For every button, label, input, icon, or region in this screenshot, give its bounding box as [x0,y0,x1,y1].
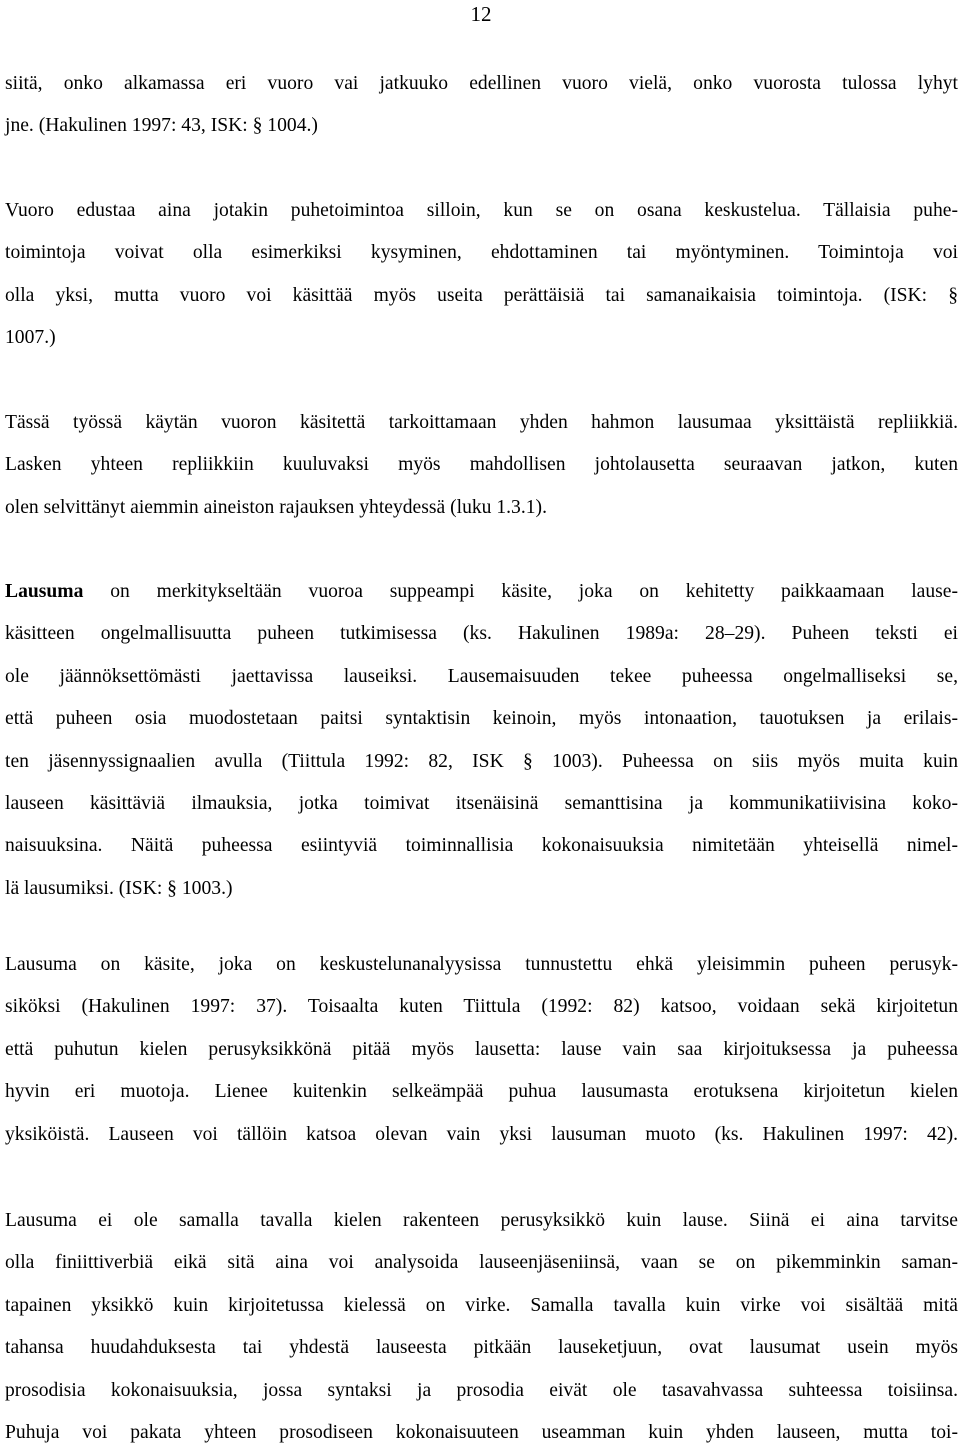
paragraph-utterance-vs-sentence [5,1200,958,1454]
text-line: tapainen yksikkö kuin kirjoitetussa kielessä on virke. Samalla tavalla kuin virke voi sisältää mitä [5,1294,958,1316]
paragraph-turn-speech-acts [5,190,958,360]
text-line: 1007.) [5,327,56,349]
text-line: tahansa huudahduksesta tai yhdestä lauseesta pitkään lauseketjuun, ovat lausumat usein myös [5,1337,958,1359]
text-line: olen selvittänyt aiemmin aineiston rajauksen yhteydessä (luku 1.3.1). [5,496,547,518]
text-line: siitä, onko alkamassa eri vuoro vai jatkuuko edellinen vuoro vielä, onko vuorosta tulossa lyhyt [5,73,958,94]
text-line: Lausuma ei ole samalla tavalla kielen rakenteen perusyksikkö kuin lause. Siinä ei aina tarvitse [5,1210,958,1231]
term-lausuma: Lausuma [5,581,84,602]
text-line: siköksi (Hakulinen 1997: 37). Toisaalta kuten Tiittula (1992: 82) katsoo, voidaan sekä kirjoitetun [5,996,958,1018]
text-line: prosodisia kokonaisuuksia, jossa syntaksi ja prosodia eivät ole tasavahvassa suhteessa toisiinsa. [5,1379,958,1401]
text-line: olla finiittiverbiä eikä sitä aina voi analysoida lauseenjäseniinsä, vaan se on pikemminkin saman- [5,1252,958,1274]
text-line: jne. (Hakulinen 1997: 43, ISK: § 1004.) [5,115,318,137]
text-line: yksiköistä. Lauseen voi tällöin katsoa olevan vain yksi lausuman muoto (ks. Hakulinen 1997: 42). [5,1123,958,1145]
text-line: hyvin eri muotoja. Lienee kuitenkin selkeämpää puhua lausumasta erotuksena kirjoitetun kielen [5,1081,958,1103]
text-line: olla yksi, mutta vuoro voi käsittää myös useita perättäisiä tai samanaikaisia toimintoja. (ISK: § [5,284,958,306]
text-line: että puhutun kielen perusyksikkönä pitää myös lausetta: lause vain saa kirjoituksessa ja puheessa [5,1038,958,1060]
text-line: Vuoro edustaa aina jotakin puhetoimintoa silloin, kun se on osana keskustelua. Tällaisia puhe- [5,200,958,221]
text-line: käsitteen ongelmallisuutta puheen tutkimisessa (ks. Hakulinen 1989a: 28–29). Puheen teksti ei [5,623,958,645]
text-line: lä lausumiksi. (ISK: § 1003.) [5,877,233,899]
text-line: ole jäännöksettömästi jaettavissa lauseiksi. Lausemaisuuden tekee puheessa ongelmalliseksi se, [5,665,958,687]
paragraph-turn-continuation [5,63,958,148]
paragraph-turn-definition [5,402,958,529]
paragraph-utterance-concept [5,571,958,910]
text-line: että puheen osia muodostetaan paitsi syntaktisin keinoin, myös intonaation, tauotuksen ja erilais- [5,708,958,730]
text-line: Lausuma on käsite, joka on keskustelunanalyysissa tunnustettu ehkä yleisimmin puheen perusyk- [5,954,958,975]
page-number: 12 [470,2,492,26]
text-line: lauseen käsittäviä ilmauksia, jotka toimivat itsenäisinä semanttisina ja kommunikatiivisina koko- [5,793,958,815]
text-line: toimintoja voivat olla esimerkiksi kysyminen, ehdottaminen tai myöntyminen. Toimintoja voi [5,242,958,264]
text-line: Lasken yhteen repliikkiin kuuluvaksi myös mahdollisen johtolausetta seuraavan jatkon, kuten [5,454,958,476]
text-line: Tässä työssä käytän vuoron käsitettä tarkoittamaan yhden hahmon lausumaa yksittäistä repliikkiä. [5,412,958,433]
text-line: naisuuksina. Näitä puheessa esiintyviä toiminnallisia kokonaisuuksia nimitetään yhteisellä nimel- [5,835,958,857]
text-line: Puhuja voi pakata yhteen prosodiseen kokonaisuuteen useamman kuin yhden lauseen, mutta toi- [5,1422,958,1444]
paragraph-utterance-basic-unit [5,944,958,1156]
text-line-rest: on merkitykseltään vuoroa suppeampi käsite, joka on kehitetty paikkaamaan lause- [83,581,958,602]
text-line: ten jäsennyssignaalien avulla (Tiittula 1992: 82, ISK § 1003). Puheessa on siis myös muita kuin [5,750,958,772]
text-line [5,571,958,613]
